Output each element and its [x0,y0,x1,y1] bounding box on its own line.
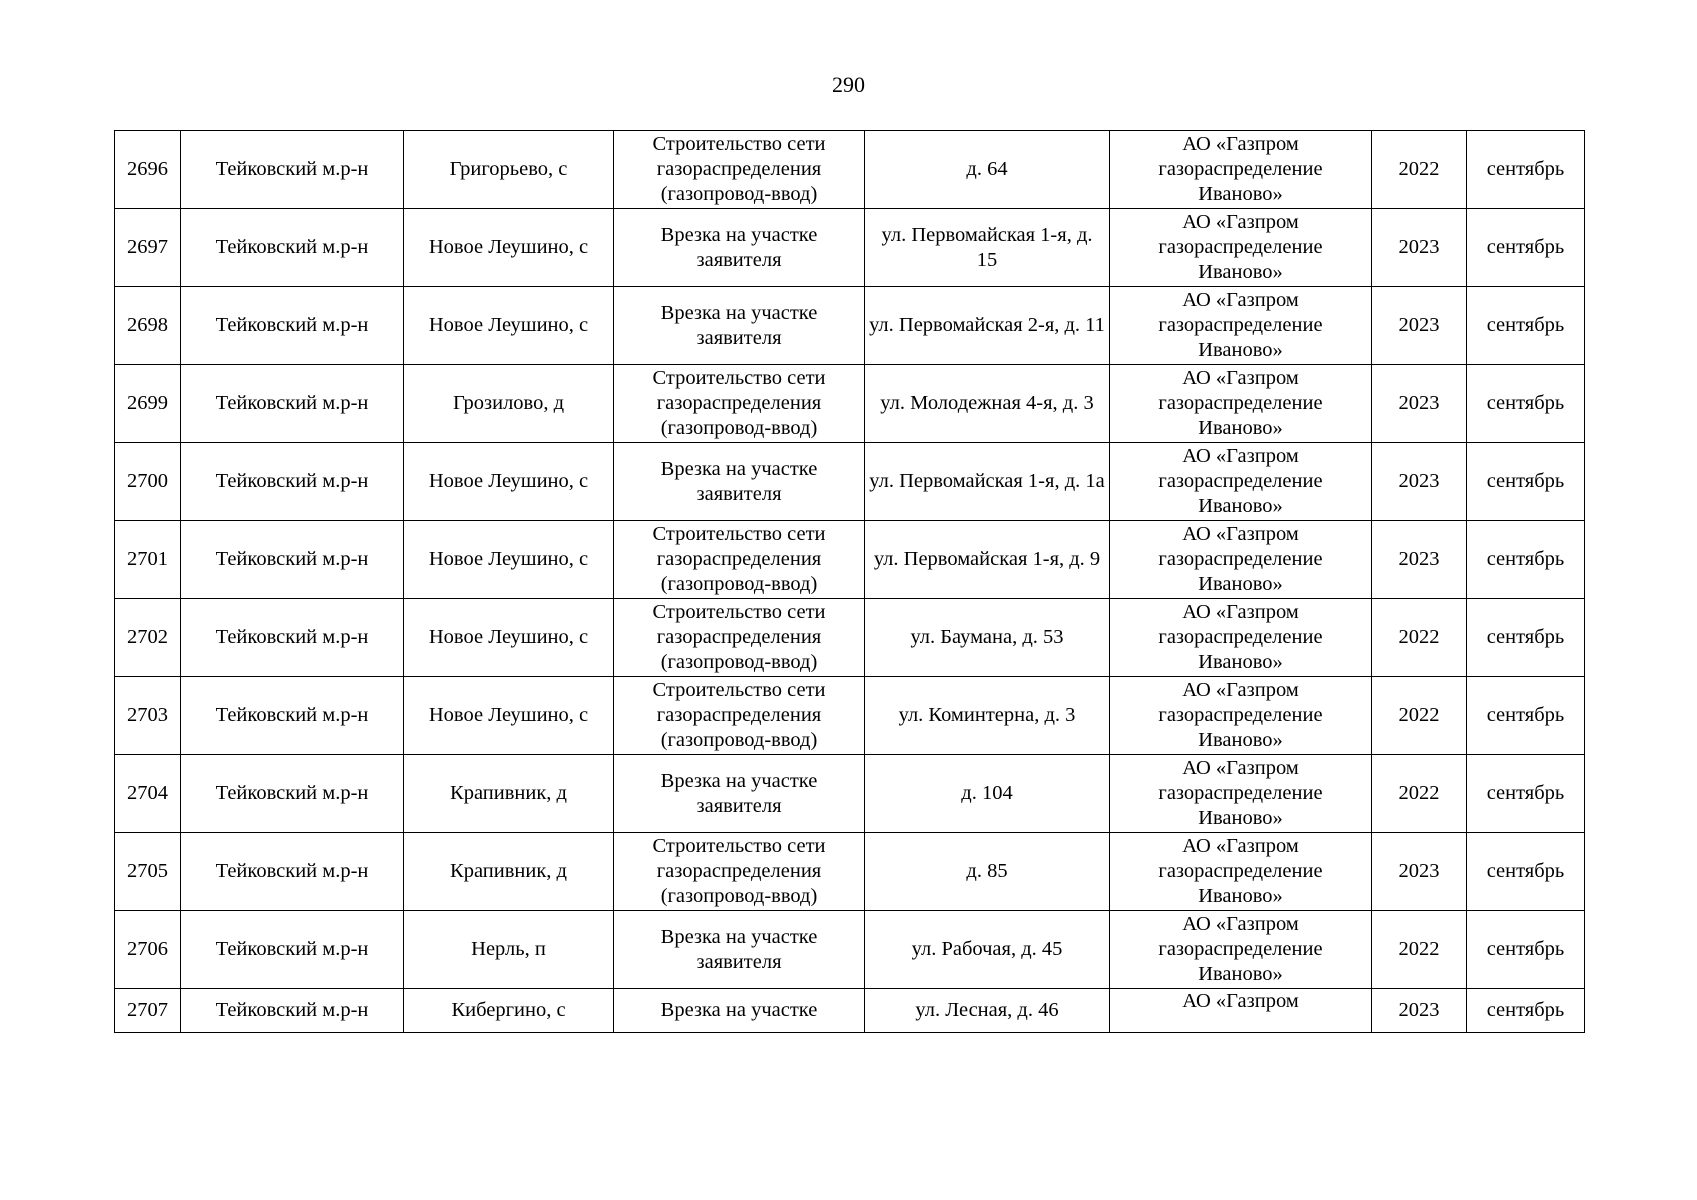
table-row [115,209,1585,287]
cell-number: 2705 [115,833,181,911]
cell-work-type: Строительство сети газораспределения (газопровод-ввод) [614,521,865,599]
cell-address: ул. Первомайская 1-я, д. 15 [865,209,1110,287]
table-row [115,677,1585,755]
table-row [115,131,1585,209]
cell-address: ул. Рабочая, д. 45 [865,911,1110,989]
cell-district: Тейковский м.р-н [181,287,404,365]
page-number: 290 [832,72,865,97]
cell-number: 2703 [115,677,181,755]
cell-address: ул. Лесная, д. 46 [865,989,1110,1033]
cell-owner: АО «Газпром газораспределение Иваново» [1110,911,1372,989]
cell-work-type: Врезка на участке заявителя [614,755,865,833]
cell-year: 2023 [1372,989,1467,1033]
cell-address: ул. Первомайская 1-я, д. 1а [865,443,1110,521]
cell-work-type: Врезка на участке заявителя [614,209,865,287]
cell-year: 2022 [1372,755,1467,833]
cell-year: 2022 [1372,677,1467,755]
cell-month: сентябрь [1467,131,1585,209]
table-row [115,599,1585,677]
cell-number: 2696 [115,131,181,209]
cell-year: 2022 [1372,131,1467,209]
cell-settlement: Новое Леушино, с [404,599,614,677]
cell-owner: АО «Газпром газораспределение Иваново» [1110,365,1372,443]
cell-work-type: Строительство сети газораспределения (газопровод-ввод) [614,677,865,755]
cell-number: 2704 [115,755,181,833]
cell-district: Тейковский м.р-н [181,209,404,287]
cell-month: сентябрь [1467,833,1585,911]
cell-owner: АО «Газпром [1110,989,1372,1033]
cell-district: Тейковский м.р-н [181,521,404,599]
cell-work-type: Врезка на участке заявителя [614,287,865,365]
cell-work-type: Строительство сети газораспределения (газопровод-ввод) [614,833,865,911]
cell-month: сентябрь [1467,599,1585,677]
table-row [115,287,1585,365]
cell-year: 2023 [1372,443,1467,521]
cell-month: сентябрь [1467,911,1585,989]
cell-settlement: Новое Леушино, с [404,677,614,755]
cell-year: 2023 [1372,287,1467,365]
cell-year: 2023 [1372,365,1467,443]
cell-year: 2022 [1372,599,1467,677]
cell-work-type: Строительство сети газораспределения (газопровод-ввод) [614,365,865,443]
cell-owner: АО «Газпром газораспределение Иваново» [1110,521,1372,599]
cell-address: ул. Коминтерна, д. 3 [865,677,1110,755]
cell-number: 2706 [115,911,181,989]
cell-number: 2700 [115,443,181,521]
table-row [115,833,1585,911]
cell-settlement: Крапивник, д [404,755,614,833]
cell-address: ул. Молодежная 4-я, д. 3 [865,365,1110,443]
cell-number: 2697 [115,209,181,287]
cell-month: сентябрь [1467,365,1585,443]
cell-settlement: Кибергино, с [404,989,614,1033]
cell-month: сентябрь [1467,521,1585,599]
cell-address: д. 104 [865,755,1110,833]
cell-district: Тейковский м.р-н [181,989,404,1033]
cell-work-type: Врезка на участке заявителя [614,443,865,521]
table-row [115,365,1585,443]
cell-district: Тейковский м.р-н [181,677,404,755]
cell-owner: АО «Газпром газораспределение Иваново» [1110,443,1372,521]
cell-month: сентябрь [1467,989,1585,1033]
cell-address: ул. Первомайская 2-я, д. 11 [865,287,1110,365]
cell-owner: АО «Газпром газораспределение Иваново» [1110,131,1372,209]
cell-district: Тейковский м.р-н [181,365,404,443]
cell-year: 2023 [1372,833,1467,911]
cell-address: д. 64 [865,131,1110,209]
cell-settlement: Григорьево, с [404,131,614,209]
table-row [115,911,1585,989]
cell-settlement: Новое Леушино, с [404,209,614,287]
cell-settlement: Новое Леушино, с [404,443,614,521]
table-row [115,755,1585,833]
cell-number: 2699 [115,365,181,443]
cell-owner: АО «Газпром газораспределение Иваново» [1110,287,1372,365]
cell-owner: АО «Газпром газораспределение Иваново» [1110,677,1372,755]
cell-number: 2698 [115,287,181,365]
cell-owner: АО «Газпром газораспределение Иваново» [1110,599,1372,677]
cell-district: Тейковский м.р-н [181,443,404,521]
cell-year: 2022 [1372,911,1467,989]
cell-number: 2707 [115,989,181,1033]
cell-owner: АО «Газпром газораспределение Иваново» [1110,209,1372,287]
cell-settlement: Грозилово, д [404,365,614,443]
cell-district: Тейковский м.р-н [181,599,404,677]
cell-settlement: Крапивник, д [404,833,614,911]
cell-district: Тейковский м.р-н [181,911,404,989]
cell-month: сентябрь [1467,755,1585,833]
cell-month: сентябрь [1467,677,1585,755]
table-row [115,989,1585,1033]
cell-month: сентябрь [1467,209,1585,287]
gas-connection-table [114,130,1585,1033]
cell-work-type: Врезка на участке заявителя [614,911,865,989]
cell-settlement: Нерль, п [404,911,614,989]
cell-address: д. 85 [865,833,1110,911]
cell-month: сентябрь [1467,287,1585,365]
cell-owner: АО «Газпром газораспределение Иваново» [1110,833,1372,911]
cell-number: 2701 [115,521,181,599]
cell-district: Тейковский м.р-н [181,833,404,911]
cell-district: Тейковский м.р-н [181,131,404,209]
cell-address: ул. Баумана, д. 53 [865,599,1110,677]
cell-owner: АО «Газпром газораспределение Иваново» [1110,755,1372,833]
table-row [115,521,1585,599]
cell-address: ул. Первомайская 1-я, д. 9 [865,521,1110,599]
cell-work-type: Строительство сети газораспределения (газопровод-ввод) [614,131,865,209]
table-row [115,443,1585,521]
cell-settlement: Новое Леушино, с [404,287,614,365]
cell-settlement: Новое Леушино, с [404,521,614,599]
cell-work-type: Строительство сети газораспределения (газопровод-ввод) [614,599,865,677]
cell-month: сентябрь [1467,443,1585,521]
cell-district: Тейковский м.р-н [181,755,404,833]
cell-number: 2702 [115,599,181,677]
cell-year: 2023 [1372,521,1467,599]
cell-year: 2023 [1372,209,1467,287]
cell-work-type: Врезка на участке [614,989,865,1033]
